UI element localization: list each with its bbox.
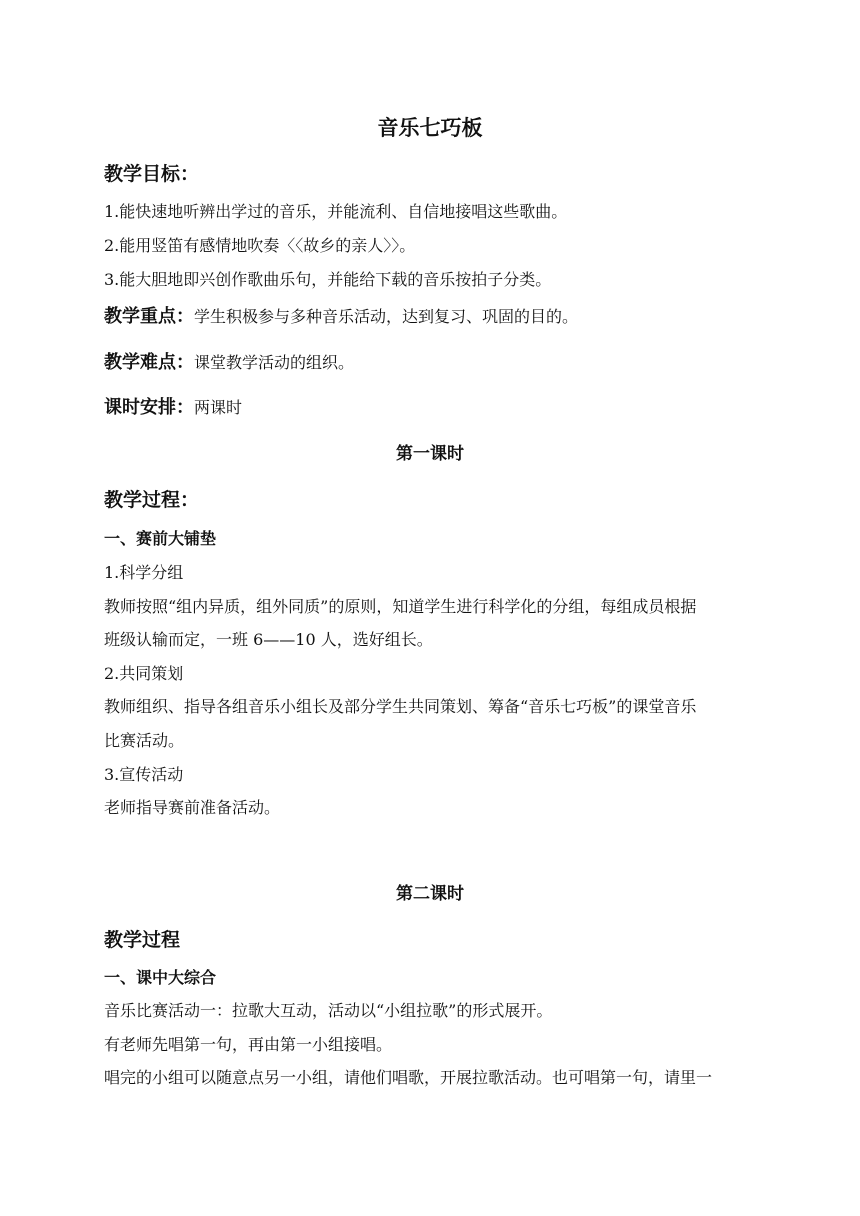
lesson1-item2-line2: 比赛活动。 <box>104 731 185 750</box>
lesson1-item2-line1: 教师组织、指导各组音乐小组长及部分学生共同策划、筹备“音乐七巧板”的课堂音乐 <box>104 697 697 716</box>
lesson2-line2: 有老师先唱第一句，再由第一小组接唱。 <box>104 1035 393 1054</box>
lesson2-section1-heading: 一、课中大综合 <box>104 968 217 987</box>
key-points-label: 教学重点： <box>104 306 194 327</box>
lesson2-line3: 唱完的小组可以随意点另一小组，请他们唱歌，开展拉歌活动。也可唱第一句，请里一 <box>104 1068 713 1087</box>
document-title: 音乐七巧板 <box>377 116 483 140</box>
schedule-row <box>104 398 764 418</box>
lesson1-item2-title: 2.共同策划 <box>104 664 184 683</box>
lesson1-item3-title: 3.宣传活动 <box>104 765 184 784</box>
lesson1-section1-heading: 一、赛前大铺垫 <box>104 529 217 548</box>
lesson2-title: 第二课时 <box>396 884 464 904</box>
lesson1-item1-title: 1.科学分组 <box>104 563 184 582</box>
lesson1-item1-line2: 班级认输而定，一班 6——10 人，选好组长。 <box>104 630 433 649</box>
lesson1-title: 第一课时 <box>396 444 464 464</box>
key-points-row <box>104 307 764 327</box>
lesson1-item3-line1: 老师指导赛前准备活动。 <box>104 798 281 817</box>
schedule-label: 课时安排： <box>104 397 194 418</box>
schedule-text: 两课时 <box>194 398 243 417</box>
lesson2-line1: 音乐比赛活动一：拉歌大互动，活动以“小组拉歌”的形式展开。 <box>104 1001 553 1020</box>
objective-item-2: 2.能用竖笛有感情地吹奏〈〈故乡的亲人〉〉。 <box>104 236 416 255</box>
objective-item-3: 3.能大胆地即兴创作歌曲乐句，并能给下载的音乐按拍子分类。 <box>104 270 552 289</box>
difficulties-text: 课堂教学活动的组织。 <box>194 353 355 372</box>
lesson2-process-heading: 教学过程 <box>104 929 181 951</box>
difficulties-label: 教学难点： <box>104 352 194 373</box>
key-points-text: 学生积极参与多种音乐活动，达到复习、巩固的目的。 <box>194 307 579 326</box>
lesson1-process-heading: 教学过程： <box>104 489 200 511</box>
objective-item-1: 1.能快速地听辨出学过的音乐，并能流利、自信地接唱这些歌曲。 <box>104 202 568 221</box>
difficulties-row <box>104 353 764 373</box>
lesson1-item1-line1: 教师按照“组内异质，组外同质”的原则，知道学生进行科学化的分组，每组成员根据 <box>104 597 697 616</box>
objectives-heading: 教学目标： <box>104 163 200 185</box>
